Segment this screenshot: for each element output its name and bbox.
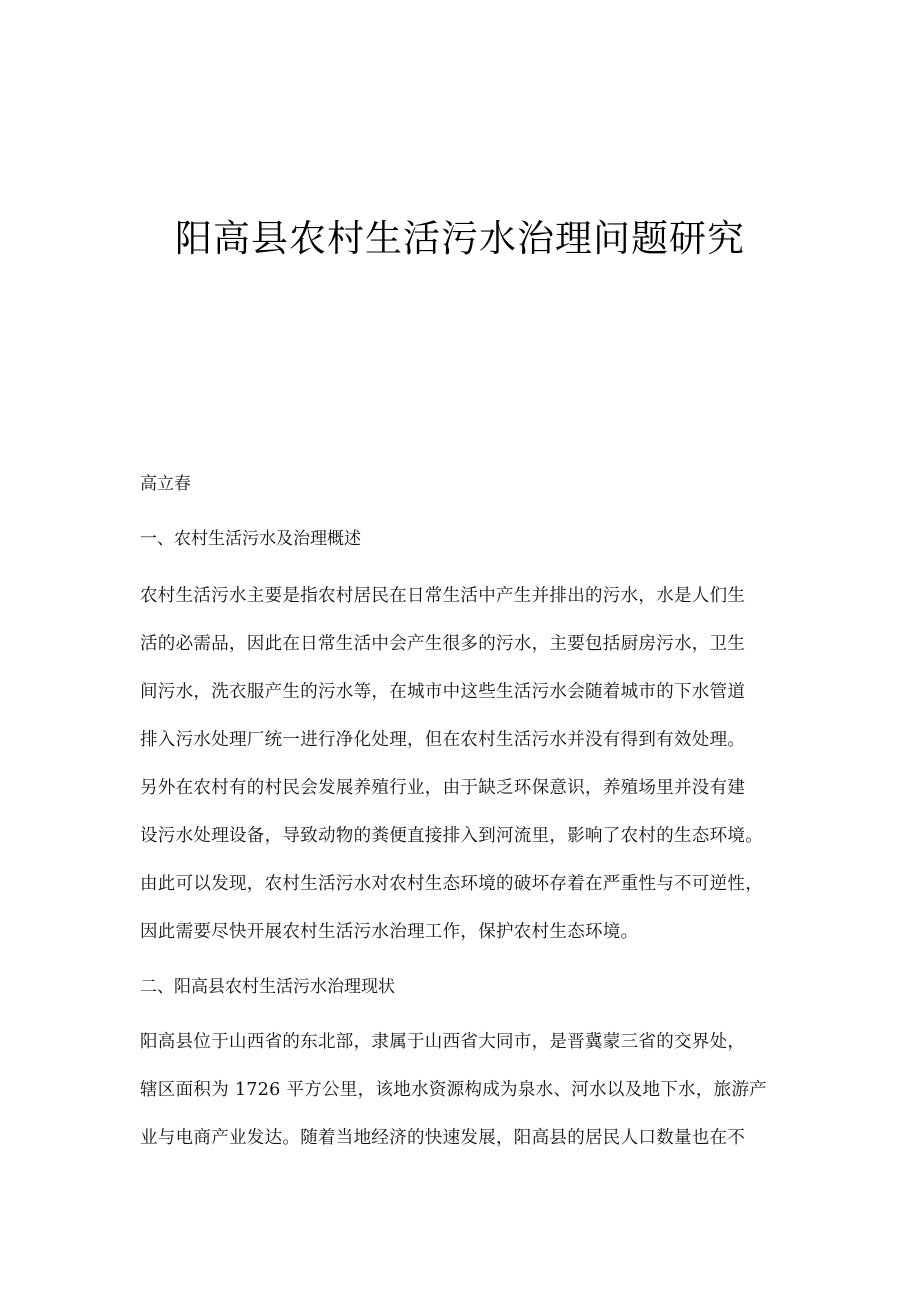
paragraph-line: 业与电商产业发达。随着当地经济的快速发展，阳高县的居民人口数量也在不 (140, 1128, 746, 1148)
paragraph-line: 活的必需品，因此在日常生活中会产生很多的污水，主要包括厨房污水，卫生 (140, 634, 746, 654)
paragraph-line: 农村生活污水主要是指农村居民在日常生活中产生并排出的污水，水是人们生 (140, 586, 746, 606)
section-heading-2: 二、阳高县农村生活污水治理现状 (140, 977, 395, 997)
paragraph-line: 辖区面积为 1726 平方公里，该地水资源构成为泉水、河水以及地下水，旅游产 (140, 1080, 768, 1100)
section-2-paragraph (140, 1018, 780, 1162)
section-1-paragraph (140, 572, 780, 956)
author-name: 高立春 (140, 474, 191, 494)
paragraph-line: 间污水，洗衣服产生的污水等，在城市中这些生活污水会随着城市的下水管道 (140, 682, 746, 702)
section-heading-1: 一、农村生活污水及治理概述 (140, 529, 361, 549)
paragraph-line: 排入污水处理厂统一进行净化处理，但在农村生活污水并没有得到有效处理。 (140, 730, 746, 750)
paragraph-line: 阳高县位于山西省的东北部，隶属于山西省大同市，是晋冀蒙三省的交界处， (140, 1032, 746, 1052)
document-title: 阳高县农村生活污水治理问题研究 (175, 217, 745, 260)
paragraph-line: 因此需要尽快开展农村生活污水治理工作，保护农村生态环境。 (140, 922, 639, 942)
paragraph-line: 设污水处理设备，导致动物的粪便直接排入到河流里，影响了农村的生态环境。 (140, 826, 763, 846)
paragraph-line: 另外在农村有的村民会发展养殖行业，由于缺乏环保意识，养殖场里并没有建 (140, 778, 746, 798)
paragraph-line: 由此可以发现，农村生活污水对农村生态环境的破坏存着在严重性与不可逆性， (140, 874, 763, 894)
